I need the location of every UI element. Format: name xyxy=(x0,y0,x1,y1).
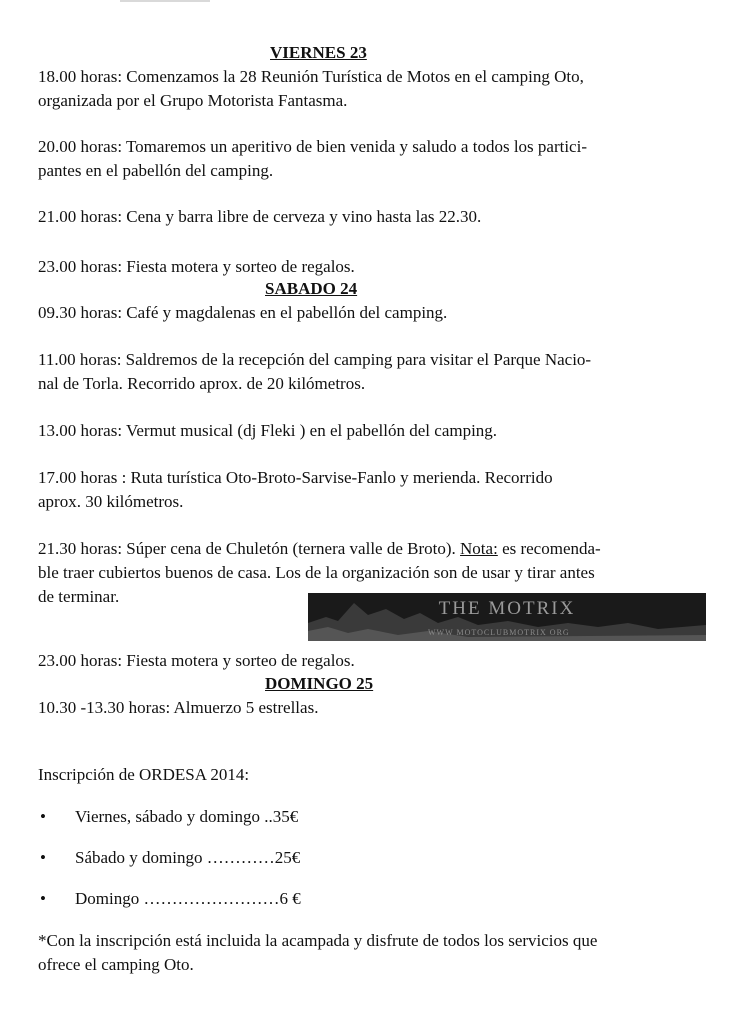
price-option: Domingo ……………………6 € xyxy=(75,889,301,908)
text-line: ofrece el camping Oto. xyxy=(38,955,194,974)
top-divider xyxy=(120,0,210,2)
sabado-item-1100 xyxy=(38,348,714,396)
footnote xyxy=(38,929,714,977)
text-line: pantes en el pabellón del camping. xyxy=(38,161,274,180)
sabado-item-1300: 13.00 horas: Vermut musical (dj Fleki ) en el pabellón del camping. xyxy=(38,421,498,440)
day-heading-domingo: DOMINGO 25 xyxy=(265,674,374,693)
sabado-item-0930: 09.30 horas: Café y magdalenas en el pabellón del camping. xyxy=(38,303,448,322)
domingo-item-1030: 10.30 -13.30 horas: Almuerzo 5 estrellas. xyxy=(38,698,319,717)
text-line: ble traer cubiertos buenos de casa. Los de la organización son de usar y tirar antes xyxy=(38,563,595,582)
inscripcion-heading: Inscripción de ORDESA 2014: xyxy=(38,765,250,784)
text-line: *Con la inscripción está incluida la acampada y disfrute de todos los servicios que xyxy=(38,931,598,950)
text-segment: 21.30 horas: Súper cena de Chuletón (ternera valle de Broto). xyxy=(38,539,461,558)
watermark-logo: THE MOTRIX xyxy=(438,598,576,619)
list-item xyxy=(38,887,714,911)
bullet-icon: • xyxy=(40,848,46,867)
text-line: 18.00 horas: Comenzamos la 28 Reunión Turística de Motos en el camping Oto, xyxy=(38,67,584,86)
text-line: de terminar. xyxy=(38,587,120,606)
list-item xyxy=(38,805,714,829)
motrix-watermark-banner xyxy=(308,593,706,641)
bullet-icon: • xyxy=(40,807,46,826)
nota-label: Nota: xyxy=(460,539,498,558)
day-heading-sabado: SABADO 24 xyxy=(265,279,358,298)
price-option: Viernes, sábado y domingo ..35€ xyxy=(75,807,299,826)
text-line: nal de Torla. Recorrido aprox. de 20 kilómetros. xyxy=(38,374,366,393)
viernes-item-2000 xyxy=(38,135,714,183)
viernes-item-2300: 23.00 horas: Fiesta motera y sorteo de regalos. xyxy=(38,257,355,276)
viernes-item-1800 xyxy=(38,65,714,113)
list-item xyxy=(38,846,714,870)
text-line: 20.00 horas: Tomaremos un aperitivo de bien venida y saludo a todos los partici- xyxy=(38,137,587,156)
text-line: 11.00 horas: Saldremos de la recepción del camping para visitar el Parque Nacio- xyxy=(38,350,592,369)
text-segment: es recomenda- xyxy=(497,539,601,558)
sabado-item-2300: 23.00 horas: Fiesta motera y sorteo de regalos. xyxy=(38,651,355,670)
text-line: organizada por el Grupo Motorista Fantasma. xyxy=(38,91,348,110)
viernes-item-2100: 21.00 horas: Cena y barra libre de cerveza y vino hasta las 22.30. xyxy=(38,207,482,226)
watermark-url: WWW MOTOCLUBMOTRIX ORG xyxy=(428,628,570,637)
sabado-item-1700 xyxy=(38,466,714,514)
text-line: aprox. 30 kilómetros. xyxy=(38,492,184,511)
bullet-icon: • xyxy=(40,889,46,908)
day-heading-viernes: VIERNES 23 xyxy=(270,43,367,62)
price-option: Sábado y domingo …………25€ xyxy=(75,848,301,867)
text-line: 17.00 horas : Ruta turística Oto-Broto-Sarvise-Fanlo y merienda. Recorrido xyxy=(38,468,553,487)
